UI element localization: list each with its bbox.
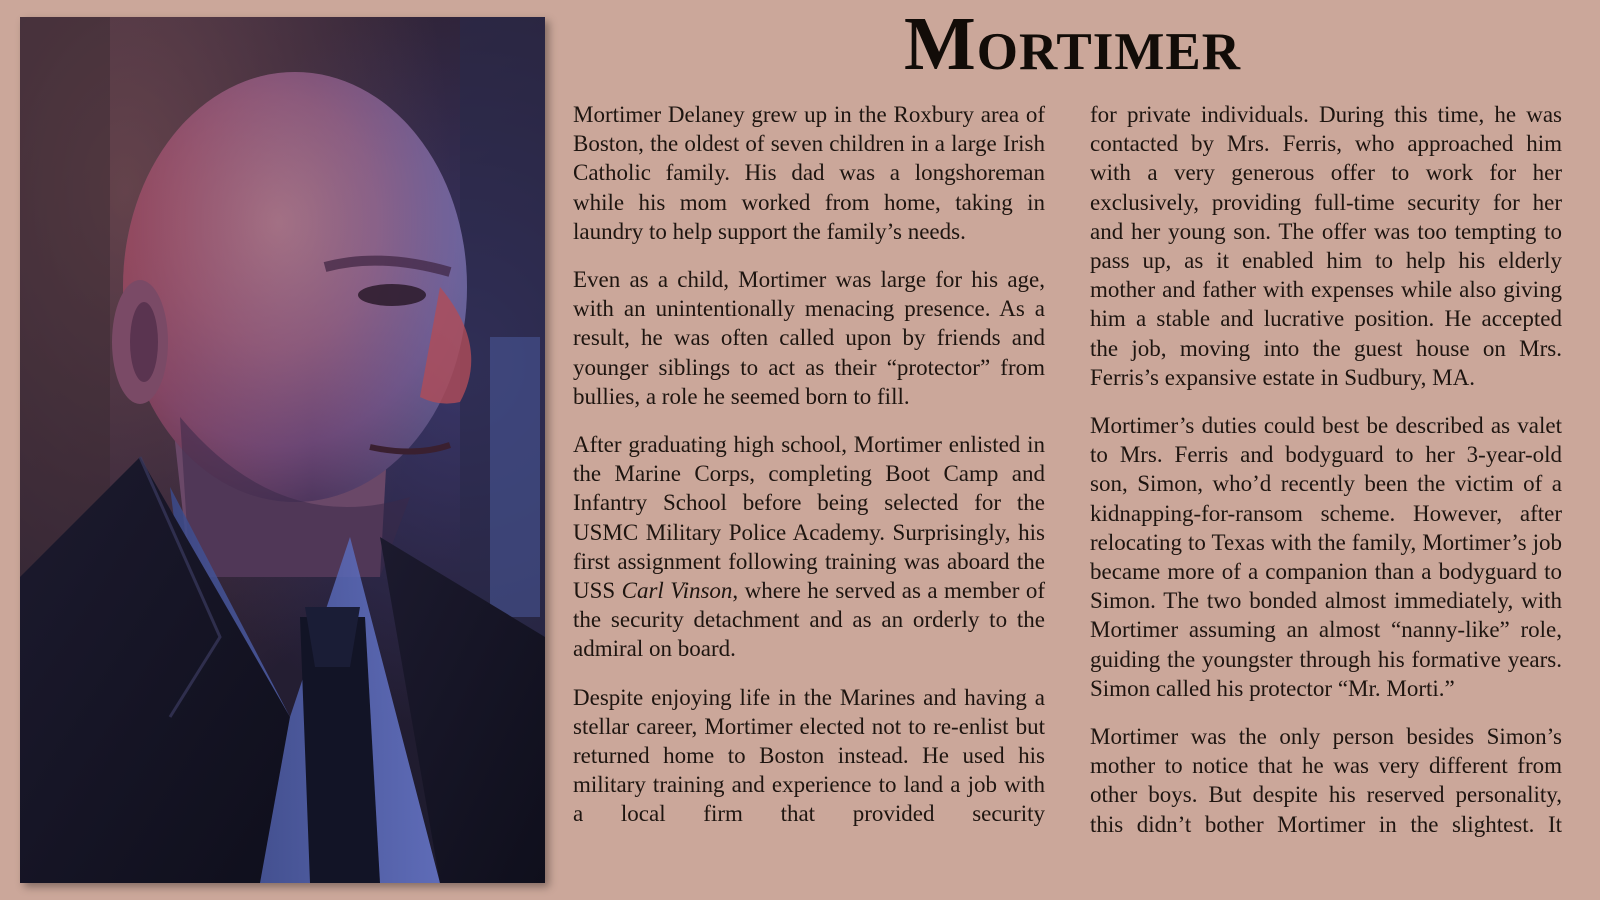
text-column-left — [573, 100, 1045, 848]
paragraph-marines-text-b: , where he served as a member of the security detachment and as an orderly to the admiral on board. — [573, 578, 1045, 662]
text-column-right — [1090, 100, 1562, 858]
page-title: Mortimer — [904, 2, 1241, 86]
paragraph-marines — [573, 430, 1045, 664]
ship-name: Carl Vinson — [621, 578, 733, 604]
paragraph-marines-text-a: After graduating high school, Mortimer enlisted in the Marine Corps, completing Boot Camp and Infantry School before being selected for the USMC Military Police Academy. Surprisingly, his first assignment following training was aboard the USS — [573, 432, 1045, 604]
paragraph-different: Mortimer was the only person besides Simon’s mother to notice that he was very different from other boys. But despite his reserved personality, this didn’t bother Mortimer in the slightest. It — [1090, 724, 1562, 837]
paragraph-return-home: Despite enjoying life in the Marines and having a stellar career, Mortimer elected not to re-enlist but returned home to Boston instead. He used his military training and experience to land a job with a local firm that provided security — [573, 684, 1045, 827]
portrait-image — [20, 17, 545, 883]
paragraph-childhood: Mortimer Delaney grew up in the Roxbury area of Boston, the oldest of seven children in a large Irish Catholic family. His dad was a longshoreman while his mom worked from home, taking in laundry to help support the family’s needs. — [573, 102, 1045, 244]
bald-man-portrait-illustration — [20, 17, 545, 883]
paragraph-protector: Even as a child, Mortimer was large for his age, with an unintentionally menacing presence. As a result, he was often called upon by friends and younger siblings to act as their “protector” from bullies, a role he seemed born to fill. — [573, 267, 1045, 409]
paragraph-duties: Mortimer’s duties could best be described as valet to Mrs. Ferris and bodyguard to her 3-year-old son, Simon, who’d recently been the victim of a kidnapping-for-ransom scheme. However, after relocating to Texas with the family, Mortimer’s job became more of a companion than a bodyguard to Simon. The two bonded almost immediately, with Mortimer assuming an almost “nanny-like” role, guiding the youngster through his formative years. Simon called his protector “Mr. Morti.” — [1090, 413, 1562, 701]
paragraph-return-home-continued: for private individuals. During this time, he was contacted by Mrs. Ferris, who approached him with a very generous offer to work for her exclusively, providing full-time security for her and her young son. The offer was too tempting to pass up, as it enabled him to help his elderly mother and father with expenses while also giving him a stable and lucrative position. He accepted the job, moving into the guest house on Mrs. Ferris’s expansive estate in Sudbury, MA. — [1090, 102, 1562, 390]
